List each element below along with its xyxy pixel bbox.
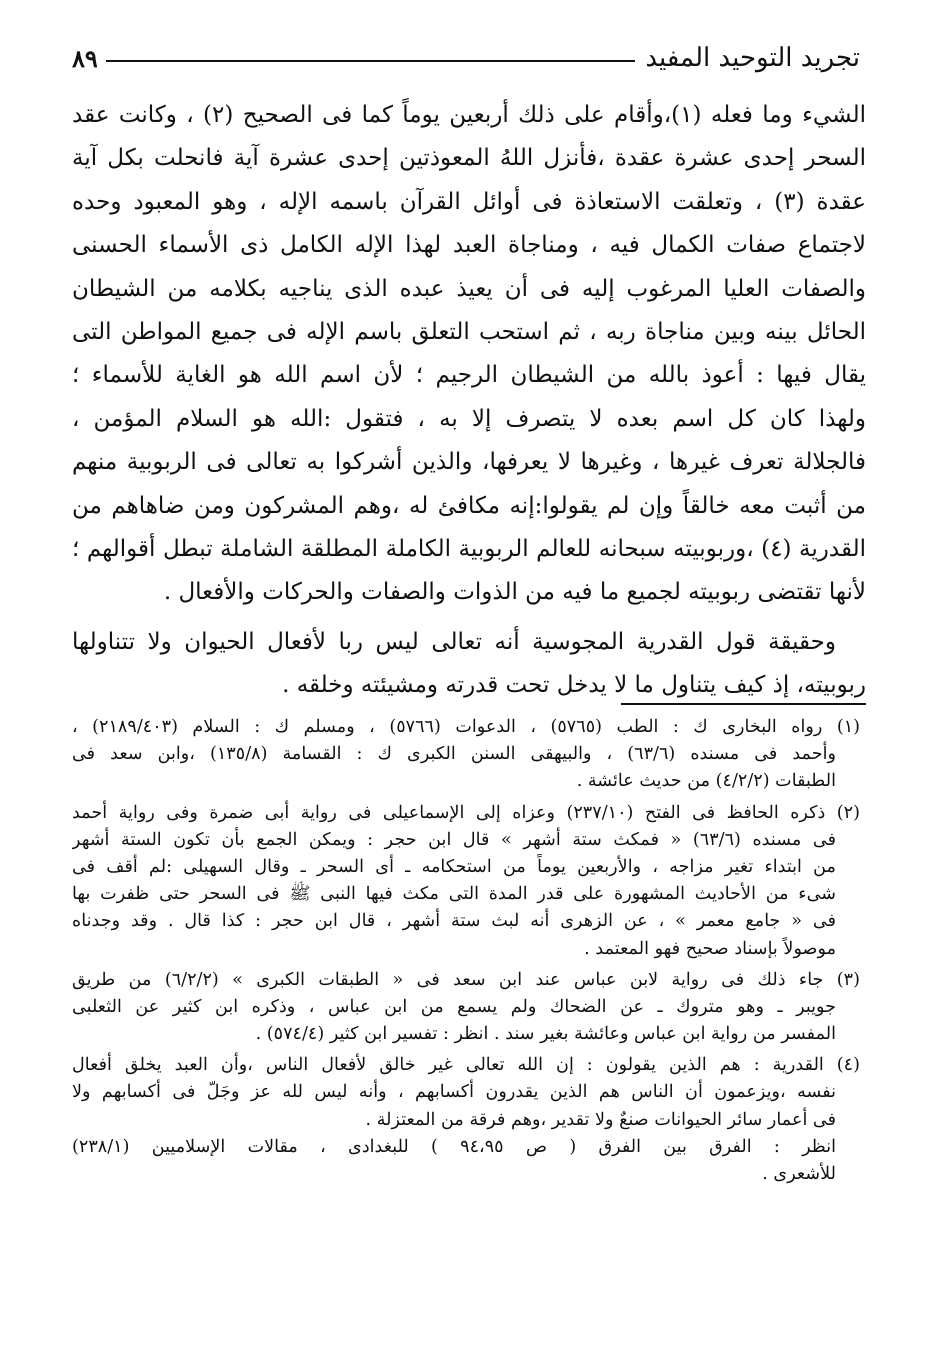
footnote-line: موصولاً بإسناد صحيح فهو المعتمد . <box>584 938 836 959</box>
footnote-2 <box>72 800 860 963</box>
footnote-line: فى « جامع معمر » ، عن الزهرى أنه لبث ستة أشهر ، قال ابن حجر : كذا قال . وقد وجدناه <box>72 911 836 932</box>
footnote-line: (١) رواه البخارى ك : الطب (٥٧٦٥) ، الدعوات (٥٧٦٦) ، ومسلم ك : السلام (٢١٨٩/٤٠٣) ، <box>72 717 860 737</box>
footnote-line: (٤) القدرية : هم الذين يقولون : إن الله تعالى غير خالق لأفعال الناس ،وأن العبد يخلق أفعال <box>72 1055 860 1076</box>
text-line: لاجتماع صفات الكمال فيه ، ومناجاة العبد لهذا الإله الكامل ذى الأسماء الحسنى <box>72 232 866 259</box>
footnote-line: شىء من الأحاديث المشهورة على قدر المدة التى مكث فيها النبى ﷺ فى السحر حتى ظفرت بها <box>72 884 836 905</box>
running-header <box>72 38 860 78</box>
footnote-line: من ابتداء تغير مزاجه ، والأربعين يوماً من استحكامه ـ أى السحر ـ وقال السهيلى :لم أقف فى <box>72 856 836 877</box>
text-line: عقدة (٣) ، وتعلقت الاستعاذة فى أوائل القرآن باسمه الإله ، وهو المعبود وحده <box>72 188 866 215</box>
text-line: لأنها تقتضى ربوبيته لجميع ما فيه من الذوات والصفات والحركات والأفعال . <box>163 579 866 606</box>
footnote-reference-line: للأشعرى . <box>762 1164 836 1184</box>
footnote-line: وأحمد فى مسنده (٦٣/٦) ، والبيهقى السنن الكبرى ك : القسامة (١٣٥/٨) ،وابن سعد فى <box>72 744 836 765</box>
footnote-1 <box>72 714 860 796</box>
text-line: الحائل بينه وبين مناجاة ربه ، ثم استحب التعلق باسم الإله فى جميع المواطن التى <box>72 318 866 345</box>
footnote-reference-line: انظر : الفرق بين الفرق ( ص ٩٤،٩٥ ) للبغدادى ، مقالات الإسلاميين (٢٣٨/١) <box>72 1136 836 1157</box>
footnote-line: فى مسنده (٦٣/٦) « فمكث ستة أشهر » قال ابن حجر : ويمكن الجمع بأن تكون الستة أشهر <box>72 829 836 850</box>
text-line: السحر إحدى عشرة عقدة ،فأنزل اللهُ المعوذتين إحدى عشرة آية فانحلت بكل آية <box>72 145 866 172</box>
text-line: ربوبيته، إذ كيف يتناول ما لا يدخل تحت قدرته ومشيئته وخلقه . <box>282 672 866 699</box>
footnote-line: المفسر من رواية ابن عباس وعائشة بغير سند . انظر : تفسير ابن كثير (٥٧٤/٤) . <box>255 1024 836 1045</box>
text-line: من أثبت معه خالقاً وإن لم يقولوا:إنه مكافئ له ،وهم المشركون ومن ضاهاهم من <box>72 492 866 519</box>
footnote-line: (٣) جاء ذلك فى رواية لابن عباس عند ابن سعد فى « الطبقات الكبرى » (٦/٢/٢) من طريق <box>72 969 860 990</box>
text-line: ولهذا كان كل اسم بعده لا يتصرف إلا به ، فتقول :الله هو السلام المؤمن ، <box>72 405 866 432</box>
text-line: وحقيقة قول القدرية المجوسية أنه تعالى ليس ربا لأفعال الحيوان ولا تتناولها <box>72 628 837 655</box>
text-line: يقال فيها : أعوذ بالله من الشيطان الرجيم ؛ لأن اسم الله هو الغاية للأسماء ؛ <box>72 362 866 389</box>
footnote-line: الطبقات (٤/٢/٢) من حديث عائشة . <box>576 771 836 792</box>
footnote-line: جويبر ـ وهو متروك ـ عن الضحاك ولم يسمع من ابن عباس ، وذكره ابن كثير عن الثعلبى <box>72 996 836 1017</box>
main-text <box>72 94 866 707</box>
running-title: تجريد التوحيد المفيد <box>645 43 860 73</box>
footnote-line: (٢) ذكره الحافظ فى الفتح (٢٣٧/١٠) وعزاه إلى الإسماعيلى فى رواية أبى ضمرة وفى رواية أحمد <box>72 802 860 823</box>
paragraph-2 <box>72 621 866 708</box>
text-line: القدرية (٤) ،وربوبيته سبحانه للعالم الربوبية الكاملة المطلقة الشاملة تبطل أقوالهم ؛ <box>72 535 866 562</box>
text-line: والصفات العليا المرغوب إليه فى أن يعيذ عبده الذى يناجيه بكلامه من الشيطان <box>72 275 866 302</box>
footnote-line: نفسه ،ويزعمون أن الناس هم الذين يقدرون أكسابهم ، وأنه ليس لله عز وجَلّ فى أكسابهم ولا <box>72 1082 836 1103</box>
text-line: فالجلالة تعرف غيرها ، وغيرها لا يعرفها، والذين أشركوا به تعالى فى الربوبية منهم <box>72 449 866 476</box>
footnote-line: فى أعمار سائر الحيوانات صنعٌ ولا تقدير ،وهم فرقة من المعتزلة . <box>365 1109 836 1130</box>
footnote-4 <box>72 1052 860 1188</box>
footnote-separator <box>621 703 866 705</box>
text-line: الشيء وما فعله (١)،وأقام على ذلك أربعين يوماً كما فى الصحيح (٢) ، وكانت عقد <box>72 102 866 128</box>
footnote-3 <box>72 967 860 1049</box>
footnotes <box>72 714 860 1192</box>
page-number: ٨٩ <box>72 43 98 73</box>
paragraph-1 <box>72 94 866 615</box>
header-rule <box>106 60 636 62</box>
